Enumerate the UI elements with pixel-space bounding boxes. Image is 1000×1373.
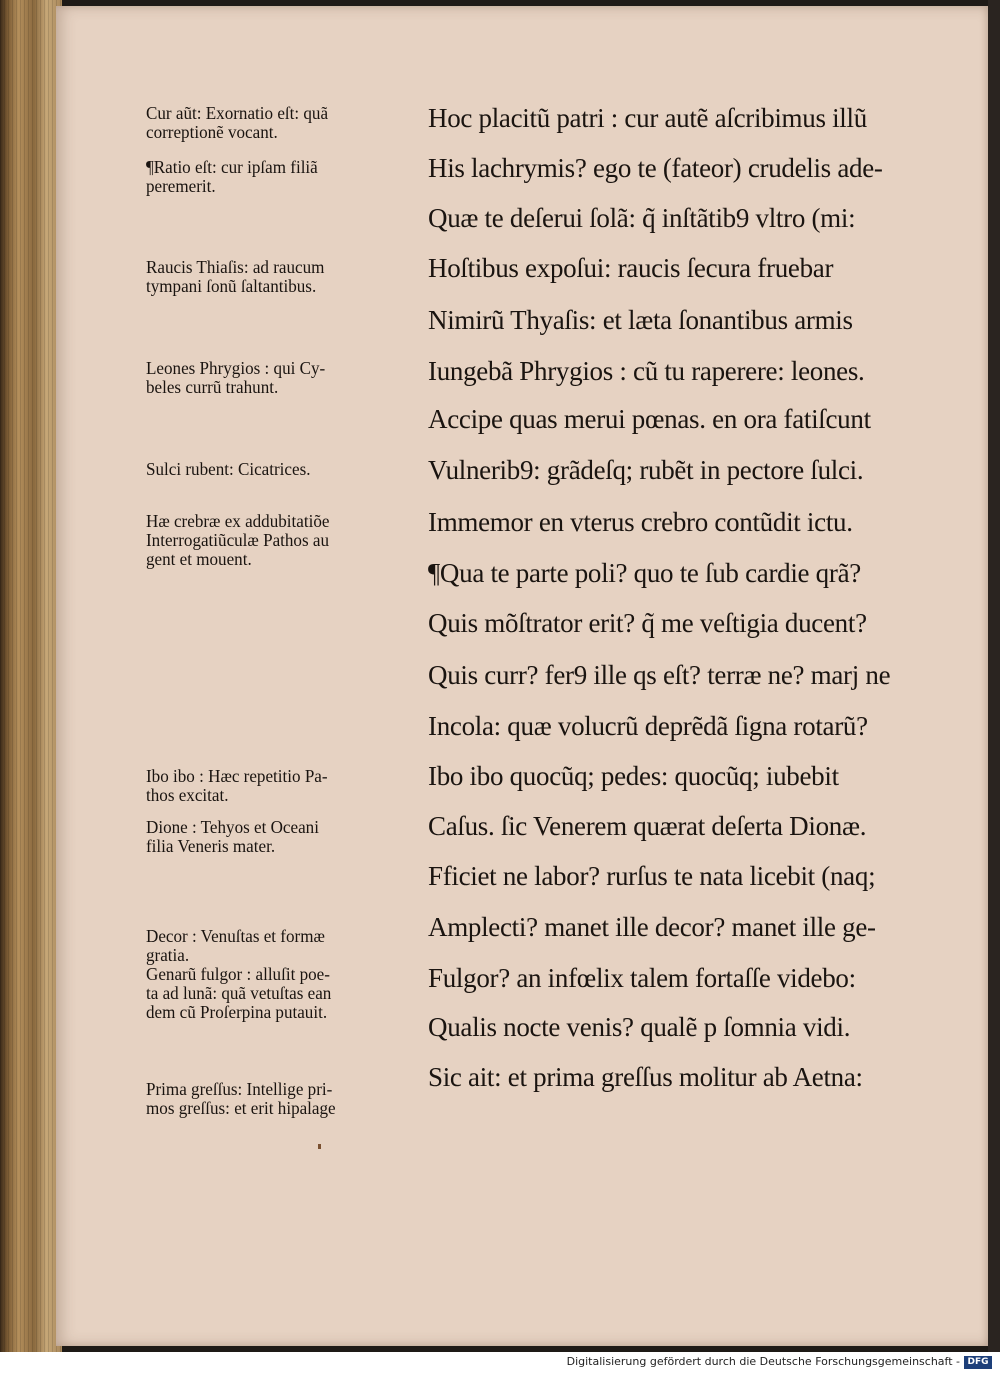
margin-note-line: filia Veneris mater. bbox=[146, 836, 276, 856]
verse-line: Accipe quas merui pœnas. en ora fatiſcunt bbox=[428, 404, 871, 434]
verse-line: ¶Qua te parte poli? quo te ſub cardie qrã? bbox=[428, 558, 861, 588]
margin-note-line: Hæ crebræ ex addubitatiõe bbox=[146, 511, 330, 531]
margin-note-line: tympani ſonũ ſaltantibus. bbox=[146, 276, 317, 296]
verse-line: Quis mõſtrator erit? q̃ me veſtigia ducent? bbox=[428, 608, 867, 638]
margin-note-line: peremerit. bbox=[146, 176, 216, 196]
verse-line: Nimirũ Thyaſis: et læta ſonantibus armis bbox=[428, 305, 853, 335]
margin-note-line: Leones Phrygios : qui Cy- bbox=[146, 358, 326, 378]
margin-note bbox=[146, 258, 431, 296]
verse-line: Quæ te deſerui ſolã: q̃ inſtãtib9 vltro (mi: bbox=[428, 203, 856, 233]
verse-line: Caſus. ſic Venerem quærat deſerta Dionæ. bbox=[428, 811, 867, 841]
verse-line: Amplecti? manet ille decor? manet ille ge- bbox=[428, 912, 876, 942]
margin-note-line: Cur aũt: Exornatio eſt: quã bbox=[146, 103, 329, 123]
verse-line: Qualis nocte venis? qualẽ p ſomnia vidi. bbox=[428, 1012, 851, 1042]
margin-note bbox=[146, 818, 431, 856]
funding-credit: Digitalisierung gefördert durch die Deutsche Forschungsgemeinschaft - bbox=[566, 1355, 960, 1368]
margin-note bbox=[146, 460, 431, 479]
verse-line: Hoc placitũ patri : cur autẽ aſcribimus illũ bbox=[428, 103, 867, 133]
verse-line: Sic ait: et prima greſſus molitur ab Aetna: bbox=[428, 1062, 863, 1092]
margin-note bbox=[146, 104, 431, 142]
verse-line: Fulgor? an infœlix talem fortaſſe videbo: bbox=[428, 963, 856, 993]
ink-speck bbox=[318, 1144, 321, 1149]
margin-note-line: Decor : Venuſtas et formæ bbox=[146, 926, 325, 946]
verse-line: Fficiet ne labor? rurſus te nata licebit (naq; bbox=[428, 861, 876, 891]
margin-note bbox=[146, 965, 431, 1022]
margin-note bbox=[146, 359, 431, 397]
margin-note-line: mos greſſus: et erit hipalage bbox=[146, 1098, 336, 1118]
margin-note-line: gent et mouent. bbox=[146, 549, 252, 569]
book-edge bbox=[0, 0, 62, 1352]
margin-note-line: Genarũ fulgor : alluſit poe- bbox=[146, 964, 330, 984]
verse-line: Hoſtibus expoſui: raucis ſecura fruebar bbox=[428, 253, 834, 283]
margin-note-line: Ibo ibo : Hæc repetitio Pa- bbox=[146, 766, 328, 786]
margin-note-line: Raucis Thiaſis: ad raucum bbox=[146, 257, 325, 277]
verse-line: Iungebã Phrygios : cũ tu raperere: leones. bbox=[428, 356, 865, 386]
margin-note-line: Prima greſſus: Intellige pri- bbox=[146, 1079, 333, 1099]
margin-note bbox=[146, 927, 431, 965]
margin-note-line: Sulci rubent: Cicatrices. bbox=[146, 459, 311, 479]
verse-line: Immemor en vterus crebro contũdit ictu. bbox=[428, 507, 853, 537]
margin-note-line: Dione : Tehyos et Oceani bbox=[146, 817, 319, 837]
verse-line: Quis curr? fer9 ille qs eſt? terræ ne? marj ne bbox=[428, 660, 891, 690]
scan-border bbox=[988, 0, 1000, 1352]
margin-note-line: correptionẽ vocant. bbox=[146, 122, 278, 142]
dfg-logo-icon: DFG bbox=[964, 1356, 992, 1369]
margin-note-line: ¶Ratio eſt: cur ipſam filiã bbox=[146, 157, 318, 177]
margin-note-line: Interrogatiũculæ Pathos au bbox=[146, 530, 330, 550]
margin-note bbox=[146, 158, 431, 196]
verse-line: Ibo ibo quocũq; pedes: quocũq; iubebit bbox=[428, 761, 839, 791]
margin-note-line: gratia. bbox=[146, 945, 190, 965]
margin-note-line: beles currũ trahunt. bbox=[146, 377, 279, 397]
verse-line: Vulnerib9: grãdeſq; rubẽt in pectore ſulci. bbox=[428, 455, 864, 485]
footer-bar bbox=[0, 1352, 1000, 1373]
verse-line: His lachrymis? ego te (fateor) crudelis ade- bbox=[428, 153, 883, 183]
margin-note-line: dem cũ Proſerpina putauit. bbox=[146, 1002, 328, 1022]
margin-note bbox=[146, 512, 431, 569]
margin-note bbox=[146, 1080, 431, 1118]
verse-line: Incola: quæ volucrũ deprẽdã ſigna rotarũ? bbox=[428, 711, 868, 741]
margin-note-line: ta ad lunã: quã vetuſtas ean bbox=[146, 983, 332, 1003]
margin-note-line: thos excitat. bbox=[146, 785, 229, 805]
margin-note bbox=[146, 767, 431, 805]
